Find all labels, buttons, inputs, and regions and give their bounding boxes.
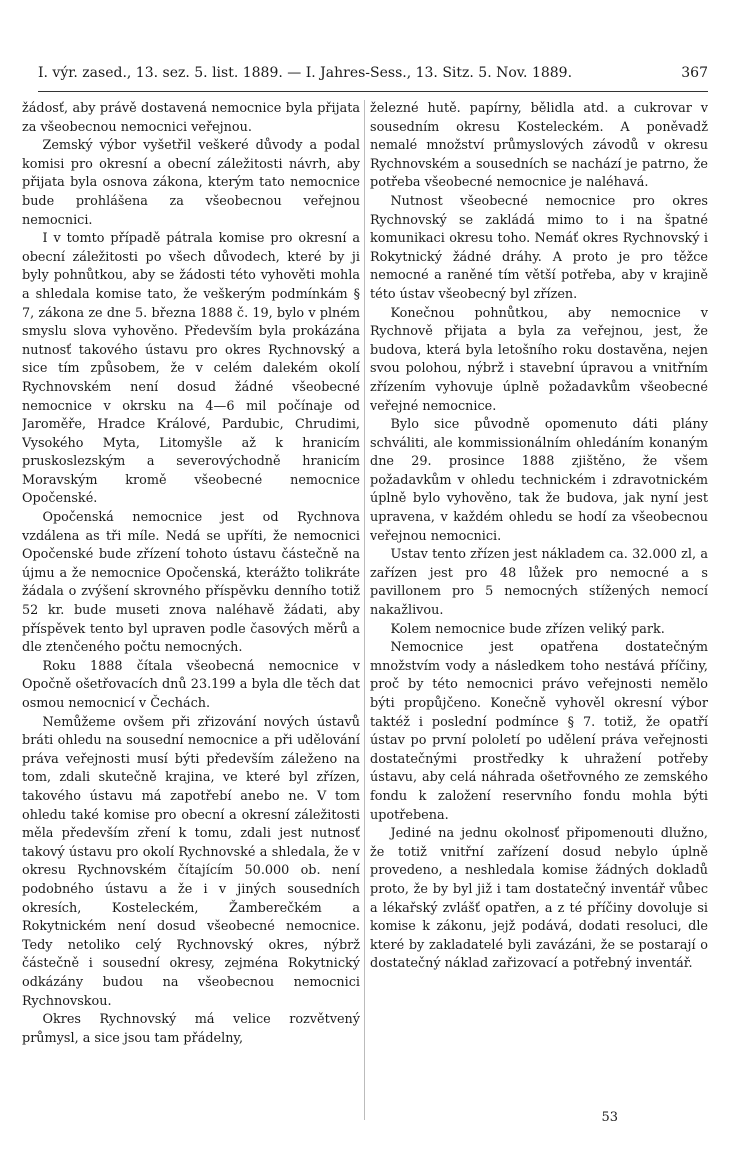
document-page xyxy=(22,60,708,1160)
paragraph: Opočenská nemocnice jest od Rychnova vzdálena as tři míle. Nedá se upříti, že nemocnici Opočenské bude zřízení tohoto ústavu částečně na újmu a že nemocnice Opočenská, kterážto tolikráte žádala o zvýšení skrovného příspěvku denního totiž 52 kr. bude museti znova naléhavě žádati, aby příspěvek tento byl upraven podle časových měrů a dle ztenčeného počtu nemocných. xyxy=(22,510,360,656)
column-divider xyxy=(364,100,365,1120)
page-number: 367 xyxy=(681,65,708,81)
right-column xyxy=(370,100,708,1150)
paragraph: žádosť, aby právě dostavená nemocnice byla přijata za všeobecnou nemocnici veřejnou. xyxy=(22,101,360,135)
paragraph: Jediné na jednu okolnosť připomenouti dlužno, že totiž vnitřní zařízení dosud nebylo úplně provedeno, a neshledala komise žádných dokladů proto, že by byl již i tam dostatečný inventář vůbec a lékařský zvlášť opatřen, a z té příčiny dovoluje si komise k zákonu, jejž podává, dodati resoluci, dle které by zakladatelé byli zavázáni, že se postarají o dostatečný náklad zařizovací a potřebný inventář. xyxy=(370,826,708,972)
paragraph: Bylo sice původně opomenuto dáti plány schváliti, ale kommissionálním ohledáním konaným dne 29. prosince 1888 zjištěno, že všem požadavkům v ohledu technickém i zdravotnickém úplně bylo vyhověno, tak že budova, jak nyní jest upravena, v každém ohledu se hodí za všeobecnou veřejnou nemocnici. xyxy=(370,417,708,544)
paragraph: Ustav tento zřízen jest nákladem ca. 32.000 zl, a zařízen jest pro 48 lůžek pro nemocné a s pavillonem pro 5 nemocných stížených nemocí nakažlivou. xyxy=(370,547,708,619)
paragraph: Kolem nemocnice bude zřízen veliký park. xyxy=(390,621,665,637)
paragraph: Nemůžeme ovšem při zřizování nových ústavů bráti ohledu na sousední nemocnice a při udělování práva veřejnosti musí býti především záleženo na tom, zdali skutečně krajina, ve které byl zřízen, takového ústavu má zapotřebí anebo ne. V tom ohledu také komise pro obecní a okresní záležitosti měla především zření k tomu, zdali jest nutnosť takový ústavu pro okolí Rychnovské a shledala, že v okresu Rychnovském čítajícím 50.000 ob. není podobného ústavu a že i v jiných sousedních okresích, Kosteleckém, Žamberečkém a Rokytnickém není dosud všeobecné nemocnice. Tedy netoliko celý Rychnovský okres, nýbrž částečně i sousední okresy, zejména Rokytnický odkázány budou na všeobecnou nemocnici Rychnovskou. xyxy=(22,714,360,1009)
paragraph: Konečnou pohnůtkou, aby nemocnice v Rychnově přijata a byla za veřejnou, jest, že budova, která byla letošního roku dostavěna, nejen svou polohou, nýbrž i stavební úpravou a vnitřním zřízením vyhovuje úplně požadavkům všeobecné veřejné nemocnice. xyxy=(370,305,708,414)
running-head: I. výr. zased., 13. sez. 5. list. 1889. — I. Jahres-Sess., 13. Sitz. 5. Nov. 1889. xyxy=(38,65,573,81)
paragraph: Roku 1888 čítala všeobecná nemocnice v Opočně ošetřovacích dnů 23.199 a byla dle těch dat osmou nemocnicí v Čechách. xyxy=(22,658,360,711)
paragraph: Zemský výbor vyšetřil veškeré důvody a podal komisi pro okresní a obecní záležitosti návrh, aby přijata byla osnova zákona, kterým tato nemocnice bude prohlášena za všeobecnou veřejnou nemocnici. xyxy=(22,138,360,228)
paragraph: Nemocnice jest opatřena dostatečným množstvím vody a následkem toho nestává příčiny, proč by této nemocnici právo veřejnosti nemělo býti propůjčeno. Konečně vyhověl okresní výbor taktéž i poslední podmínce § 7. totiž, že opatří ústav po první pololetí po udělení práva veřejnosti dostatečnými prostředky k uhražení potřeby ústavu, aby celá náhrada ošetřovného ze zemského fondu k založení reservního fondu mohla býti upotřebena. xyxy=(370,640,708,823)
paragraph: železné hutě. papírny, bělidla atd. a cukrovar v sousedním okresu Kosteleckém. A poněvadž nemalé množství průmyslových závodů v okresu Rychnovském a sousedních se nachází je patrno, že potřeba všeobecné nemocnice je naléhavá. xyxy=(370,101,708,191)
paragraph: Okres Rychnovský má velice rozvětvený průmysl, a sice jsou tam přádelny, xyxy=(22,1012,360,1046)
signature-number: 53 xyxy=(601,1110,618,1125)
header-rule xyxy=(38,91,708,92)
left-column xyxy=(22,100,360,1150)
paragraph: Nutnost všeobecné nemocnice pro okres Rychnovský se zakládá mimo to i na špatné komunikaci okresu toho. Nemáť okres Rychnovský i Rokytnický žádné dráhy. A proto je pro těžce nemocné a raněné tím větší potřeba, aby v krajině této ústav všeobecný byl zřízen. xyxy=(370,193,708,302)
page-header xyxy=(22,60,708,86)
paragraph: I v tomto případě pátrala komise pro okresní a obecní záležitosti po všech důvodech, které by ji byly pohnůtkou, aby se žádosti této vyhověti mohla a shledala komise tato, že veškerým podmínkám § 7, zákona ze dne 5. března 1888 č. 19, bylo v plném smyslu slova vyhověno. Především byla prokázána nutnosť takového ústavu pro okres Rychnovský a sice tím způsobem, že v celém dalekém okolí Rychnovském není dosud žádné všeobecné nemocnice v okrsku na 4—6 mil počínaje od Jaroměře, Hradce Králové, Pardubic, Chrudimi, Vysokého Myta, Litomyšle až k hranicím pruskoslezským a severovýchodně hranicím Moravským kromě všeobecné nemocnice Opočenské. xyxy=(22,231,360,507)
